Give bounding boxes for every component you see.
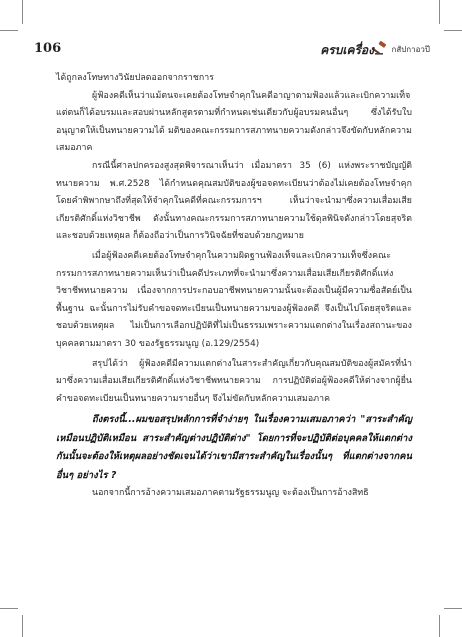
crop-mark [0,608,18,609]
page-header [26,41,436,61]
section-label: กสัปกาอวปี [391,45,430,54]
crop-mark [444,30,462,31]
crop-mark [22,0,23,24]
crop-mark [0,30,18,31]
emphasis-paragraph: ถึงตรงนี้...ผมขอสรุปหลักการที่จำง่ายๆ ในเรื่องความเสมอภาคว่า "สาระสำคัญเหมือนปฏิบัติเหมือน สาระสำคัญต่างปฏิบัติต่าง" โดยการที่จะปฏิบัติต่อบุคคลให้แตกต่างกันนั้นจะต้องให้เหตุผลอย่างชัดเจนได้ว่าเขามีสาระสำคัญในเรื่องนั้นๆ ที่แตกต่างจากคนอื่นๆ อย่างไร ? [56,414,412,481]
paragraph: ได้ถูกลงโทษทางวินัยปลดออกจากราชการ [56,73,215,83]
crop-mark [439,0,440,24]
body-text [56,70,412,503]
paragraph: เมื่อผู้ฟ้องคดีเคยต้องโทษจำคุกในความผิดฐานฟ้องเท็จและเบิกความเท็จซึ่งคณะกรรมการสภาทนายความเห็นว่าเป็นคดีประเภทที่จะนำมาซึ่งความเสื่อมเสียเกียรติศักดิ์แห่งวิชาชีพทนายความ เนื่องจากการประกอบอาชีพทนายความนั้นจะต้องเป็นผู้มีความซื่อสัตย์เป็นพื้นฐาน ฉะนั้นการไม่รับคำขอจดทะเบียนเป็นทนายความของผู้ฟ้องคดี จึงเป็นไปโดยสุจริตและชอบด้วยเหตุผล ไม่เป็นการเลือกปฏิบัติที่ไม่เป็นธรรมเพราะความแตกต่างในเรื่องสถานะของบุคคลตามมาตรา 30 ของรัฐธรรมนูญ (อ.129/2554) [56,250,412,349]
brand-title: ครบเครื่อง [320,43,374,57]
paragraph: สรุปได้ว่า ผู้ฟ้องคดีมีความแตกต่างในสาระสำคัญเกี่ยวกับคุณสมบัติของผู้สมัครที่นำมาซึ่งความเสื่อมเสียเกียรติศักดิ์แห่งวิชาชีพทนายความ การปฏิบัติต่อผู้ฟ้องคดีให้ต่างจากผู้ยื่นคำขอจดทะเบียนเป็นทนายความรายอื่นๆ จึงไม่ขัดกับหลักความเสมอภาค [56,358,412,404]
paragraph: ผู้ฟ้องคดีเห็นว่าแม้ตนจะเคยต้องโทษจำคุกในคดีอาญาตามฟ้องแล้วและเบิกความเท็จ แต่ตนก็ได้อบรมและสอบผ่านหลักสูตรตามที่กำหนดเช่นเดียวกับผู้อบรมคนอื่นๆ ซึ่งได้รับใบอนุญาตให้เป็นทนายความได้ มติของคณะกรรมการสภาทนายความดังกล่าวจึงขัดกับหลักความเสมอภาค [56,90,412,154]
crop-mark [444,608,462,609]
page-number: 106 [34,41,62,56]
crop-mark [439,615,440,637]
gavel-icon [374,41,388,55]
paragraph: กรณีนี้ศาลปกครองสูงสุดพิจารณาเห็นว่า เมื่อมาตรา 35 (6) แห่งพระราชบัญญัติทนายความ พ.ศ.2528 ได้กำหนดคุณสมบัติของผู้ขอจดทะเบียนว่าต้องไม่เคยต้องโทษจำคุกโดยคำพิพากษาถึงที่สุดให้จำคุกในคดีที่คณะกรรมการฯ เห็นว่าจะนำมาซึ่งความเสื่อมเสียเกียรติศักดิ์แห่งวิชาชีพ ดังนั้นทางคณะกรรมการสภาทนายความใช้ดุลพินิจดังกล่าวโดยสุจริตและชอบด้วยเหตุผล ก็ต้องถือว่าเป็นการวินิจฉัยที่ชอบด้วยกฎหมาย [56,160,412,242]
paragraph: นอกจากนี้การอ้างความเสมอภาคตามรัฐธรรมนูญ จะต้องเป็นการอ้างสิทธิ [92,487,369,498]
crop-mark [22,615,23,637]
